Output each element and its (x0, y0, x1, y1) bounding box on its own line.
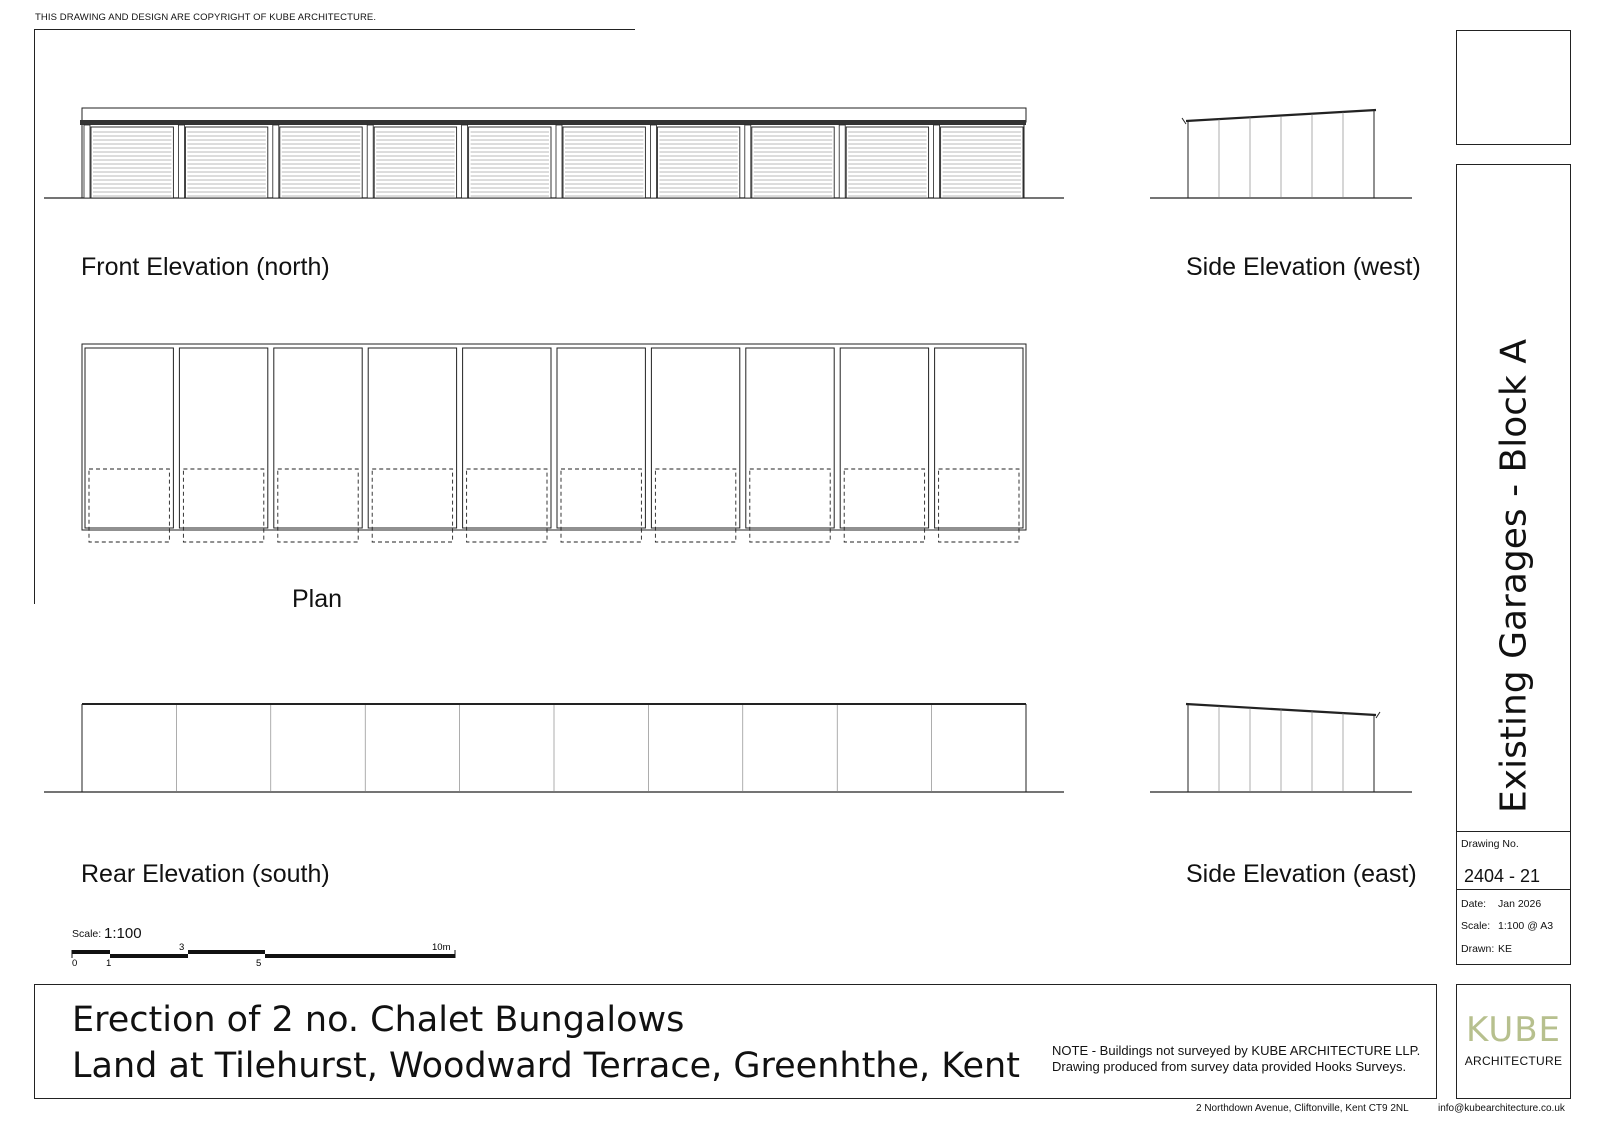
garage-door (563, 127, 645, 198)
plan-door-swing (89, 469, 169, 542)
plan-bay (179, 348, 267, 528)
date-value: Jan 2026 (1498, 898, 1542, 910)
front-pier (745, 125, 751, 198)
plan-bay (840, 348, 928, 528)
front-pier (84, 125, 90, 198)
plan-bay (557, 348, 645, 528)
front-pier (650, 125, 656, 198)
survey-note-line-1: NOTE - Buildings not surveyed by KUBE ARCHITECTURE LLP. (1052, 1043, 1421, 1058)
plan-door-swing (372, 469, 452, 542)
scale-bar (72, 942, 455, 969)
panel-divider (1456, 889, 1571, 890)
plan-door-swing (561, 469, 641, 542)
plan-bay (274, 348, 362, 528)
front-pier (556, 125, 562, 198)
scale-info-value: 1:100 @ A3 (1498, 920, 1554, 932)
garage-door (185, 127, 267, 198)
plan-bay (746, 348, 834, 528)
plan-bay (85, 348, 173, 528)
side-east-label: Side Elevation (east) (1186, 860, 1417, 888)
sheet-title: Existing Garages - Block A (1493, 339, 1535, 813)
scale-info-label: Scale: (1461, 920, 1491, 932)
front-elevation (44, 108, 1064, 198)
office-email[interactable]: info@kubearchitecture.co.uk (1438, 1103, 1565, 1114)
garage-door (657, 127, 739, 198)
plan-door-swing (278, 469, 358, 542)
plan-door-swing (939, 469, 1019, 542)
office-address: 2 Northdown Avenue, Cliftonville, Kent CT9 2NL (1196, 1103, 1409, 1114)
scale-tick-0: 0 (72, 958, 78, 969)
survey-note (1052, 1043, 1420, 1075)
plan-door-swing (844, 469, 924, 542)
scale-tick-5: 5 (256, 958, 262, 969)
scale-bar-label: Scale: (72, 928, 102, 940)
garage-door (846, 127, 928, 198)
plan-door-swing (183, 469, 263, 542)
garage-door (941, 127, 1023, 198)
plan-bay (368, 348, 456, 528)
date-label: Date: (1461, 898, 1487, 910)
plan-door-swing (655, 469, 735, 542)
drawn-label: Drawn: (1461, 943, 1495, 955)
rear-elevation-label: Rear Elevation (south) (81, 860, 330, 888)
front-pier (178, 125, 184, 198)
front-pier (934, 125, 940, 198)
survey-note-line-2: Drawing produced from survey data provided Hooks Surveys. (1052, 1059, 1407, 1074)
front-pier (367, 125, 373, 198)
drawing-no-label: Drawing No. (1461, 838, 1519, 850)
plan-door-swing (467, 469, 547, 542)
front-pier (462, 125, 468, 198)
project-title: Erection of 2 no. Chalet Bungalows (72, 1000, 685, 1040)
drawing-number: 2404 - 21 (1464, 866, 1541, 886)
scale-bar-value: 1:100 (104, 925, 142, 942)
plan-bay (463, 348, 551, 528)
side-elevation-east (1150, 704, 1412, 792)
side-west-label: Side Elevation (west) (1186, 253, 1421, 281)
panel-divider (1456, 831, 1571, 832)
plan-view (82, 344, 1026, 542)
plan-bay (935, 348, 1023, 528)
scale-tick-3: 3 (179, 942, 185, 953)
kube-logo-subtitle: ARCHITECTURE (1464, 1054, 1563, 1068)
front-pier (273, 125, 279, 198)
garage-door (280, 127, 362, 198)
garage-door (91, 127, 173, 198)
side-elevation-west (1150, 110, 1412, 198)
drawn-value: KE (1498, 943, 1513, 955)
garage-door (752, 127, 834, 198)
garage-door (469, 127, 551, 198)
scale-tick-1: 1 (106, 958, 112, 969)
plan-bay (651, 348, 739, 528)
scale-tick-10m: 10m (432, 942, 451, 953)
front-elevation-label: Front Elevation (north) (81, 253, 330, 281)
rear-elevation (44, 704, 1064, 792)
project-location: Land at Tilehurst, Woodward Terrace, Greenhthe, Kent (72, 1046, 1020, 1086)
front-pier (839, 125, 845, 198)
garage-door (374, 127, 456, 198)
revision-box (1456, 30, 1571, 145)
copyright-notice: THIS DRAWING AND DESIGN ARE COPYRIGHT OF KUBE ARCHITECTURE. (35, 12, 377, 23)
plan-door-swing (750, 469, 830, 542)
plan-label: Plan (292, 585, 343, 613)
kube-logo: KUBE (1465, 1010, 1562, 1050)
